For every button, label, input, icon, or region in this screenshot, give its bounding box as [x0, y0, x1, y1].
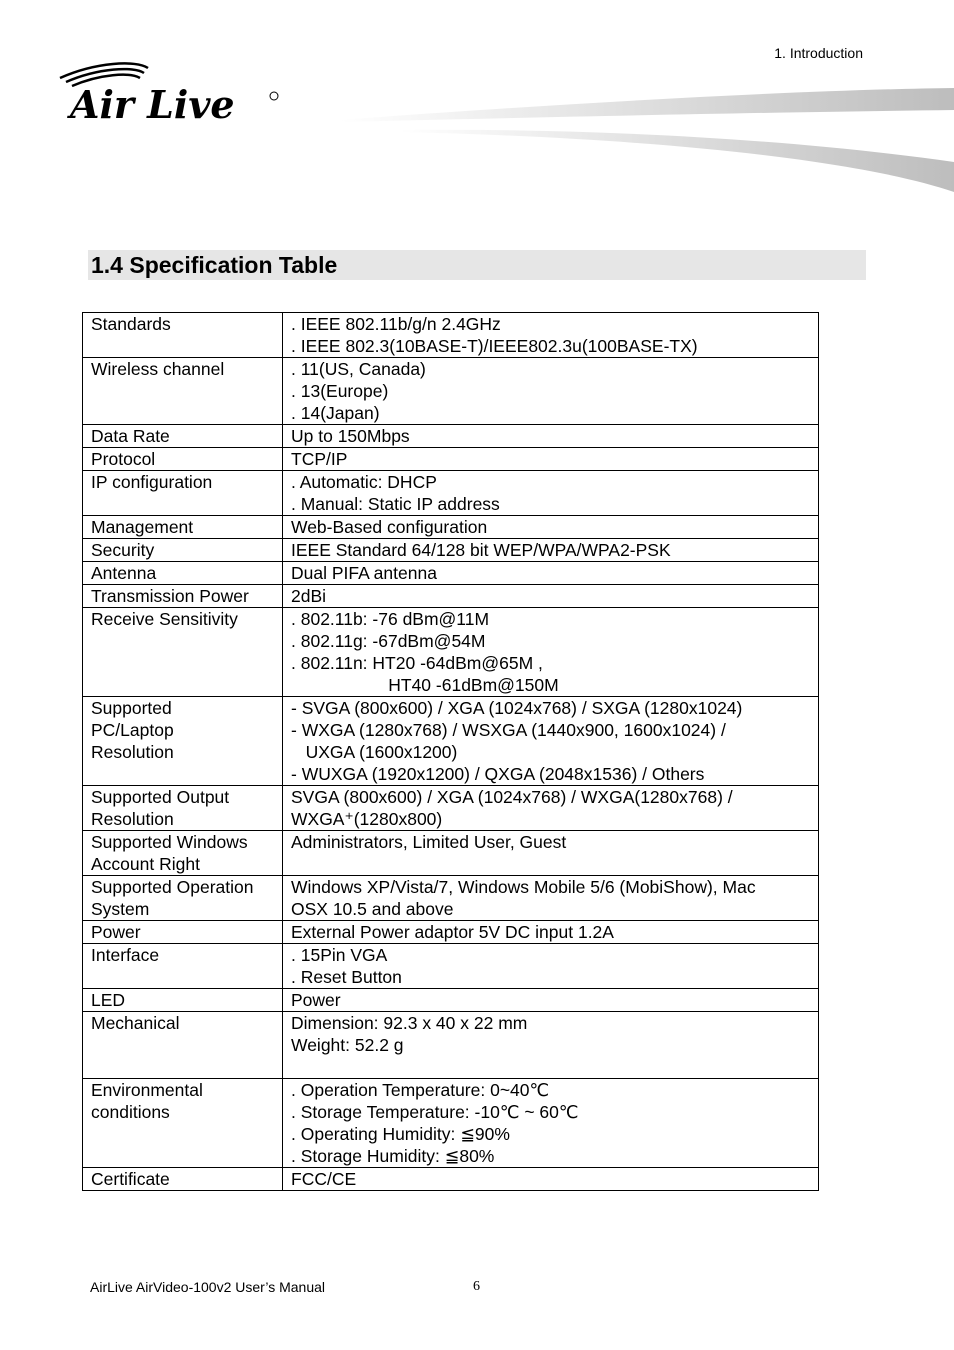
spec-label-cell [83, 608, 283, 697]
spec-value-cell [283, 608, 819, 697]
spec-label: Antenna [91, 563, 157, 583]
spec-label: LED [91, 990, 126, 1010]
spec-value: . 15Pin VGA [291, 945, 388, 965]
spec-value: . Automatic: DHCP [291, 472, 437, 492]
spec-value: HT40 -61dBm@150M [291, 675, 559, 695]
spec-label: conditions [91, 1102, 170, 1122]
spec-row [83, 539, 819, 562]
spec-label: Protocol [91, 449, 156, 469]
spec-value-cell [283, 539, 819, 562]
svg-text:Air Live: Air Live [70, 82, 235, 127]
spec-value [291, 1056, 812, 1078]
spec-row [83, 585, 819, 608]
spec-label: Mechanical [91, 1013, 180, 1033]
spec-value: 2dBi [291, 586, 327, 606]
spec-label-cell [83, 516, 283, 539]
spec-label: Wireless channel [91, 359, 225, 379]
spec-label-cell [83, 831, 283, 876]
spec-row [83, 358, 819, 425]
spec-value-cell [283, 516, 819, 539]
spec-value: . 802.11g: -67dBm@54M [291, 631, 486, 651]
spec-value-cell [283, 1012, 819, 1079]
spec-value: Windows XP/Vista/7, Windows Mobile 5/6 (MobiShow), Mac [291, 877, 756, 897]
spec-value: UXGA (1600x1200) [291, 742, 458, 762]
spec-value-cell [283, 313, 819, 358]
spec-value: . Storage Temperature: -10℃ ~ 60℃ [291, 1102, 579, 1122]
spec-row [83, 448, 819, 471]
footer-manual-title: AirLive AirVideo-100v2 User’s Manual [90, 1279, 326, 1295]
spec-label: Standards [91, 314, 171, 334]
spec-value: WXGA⁺(1280x800) [291, 809, 443, 829]
spec-label: Certificate [91, 1169, 170, 1189]
spec-row [83, 1168, 819, 1191]
chapter-label: 1. Introduction [774, 45, 863, 61]
spec-label: PC/Laptop [91, 720, 174, 740]
spec-label-cell [83, 448, 283, 471]
spec-value: . 802.11n: HT20 -64dBm@65M , [291, 653, 543, 673]
spec-value: . IEEE 802.11b/g/n 2.4GHz [291, 314, 501, 334]
spec-value-cell [283, 944, 819, 989]
spec-value-cell [283, 786, 819, 831]
spec-value: . Operating Humidity: ≦90% [291, 1124, 510, 1144]
spec-label: Data Rate [91, 426, 170, 446]
spec-row [83, 1079, 819, 1168]
spec-row [83, 608, 819, 697]
spec-value-cell [283, 1079, 819, 1168]
spec-value: Up to 150Mbps [291, 426, 410, 446]
spec-value-cell [283, 697, 819, 786]
spec-row [83, 831, 819, 876]
spec-row [83, 471, 819, 516]
spec-value: . IEEE 802.3(10BASE-T)/IEEE802.3u(100BASE-TX) [291, 336, 698, 356]
spec-value-cell [283, 585, 819, 608]
spec-value: Weight: 52.2 g [291, 1035, 404, 1055]
spec-value: - SVGA (800x600) / XGA (1024x768) / SXGA (1280x1024) [291, 698, 743, 718]
spec-label: Resolution [91, 742, 174, 762]
spec-value: Dimension: 92.3 x 40 x 22 mm [291, 1013, 528, 1033]
spec-label-cell [83, 697, 283, 786]
spec-value: . Operation Temperature: 0~40℃ [291, 1080, 550, 1100]
spec-value: . Reset Button [291, 967, 402, 987]
spec-value-cell [283, 831, 819, 876]
spec-label-cell [83, 989, 283, 1012]
spec-value-cell [283, 562, 819, 585]
spec-label: Supported Operation [91, 877, 254, 897]
spec-label-cell [83, 1012, 283, 1079]
spec-row [83, 786, 819, 831]
spec-value: . Storage Humidity: ≦80% [291, 1146, 495, 1166]
spec-value: . 11(US, Canada) [291, 359, 426, 379]
spec-row [83, 425, 819, 448]
section-title: 1.4 Specification Table [88, 250, 866, 280]
spec-label: IP configuration [91, 472, 213, 492]
spec-value-cell [283, 471, 819, 516]
spec-value: FCC/CE [291, 1169, 357, 1189]
spec-value: . 14(Japan) [291, 403, 380, 423]
spec-row [83, 921, 819, 944]
spec-row [83, 876, 819, 921]
spec-value-cell [283, 425, 819, 448]
spec-label-cell [83, 471, 283, 516]
spec-row [83, 313, 819, 358]
spec-value: Administrators, Limited User, Guest [291, 832, 567, 852]
spec-label-cell [83, 876, 283, 921]
footer-page-number: 6 [473, 1279, 480, 1294]
spec-label: Receive Sensitivity [91, 609, 238, 629]
spec-value: - WUXGA (1920x1200) / QXGA (2048x1536) / Others [291, 764, 705, 784]
spec-value: Web-Based configuration [291, 517, 488, 537]
spec-row [83, 989, 819, 1012]
spec-value: SVGA (800x600) / XGA (1024x768) / WXGA(1280x768) / [291, 787, 733, 807]
spec-label: Resolution [91, 809, 174, 829]
spec-label-cell [83, 313, 283, 358]
spec-row [83, 516, 819, 539]
spec-label: Power [91, 922, 141, 942]
spec-label: Management [91, 517, 194, 537]
spec-label-cell [83, 921, 283, 944]
header-swoosh-graphic [340, 80, 954, 200]
spec-row [83, 1012, 819, 1079]
spec-value: External Power adaptor 5V DC input 1.2A [291, 922, 614, 942]
spec-label-cell [83, 1168, 283, 1191]
spec-row [83, 697, 819, 786]
spec-value: IEEE Standard 64/128 bit WEP/WPA/WPA2-PSK [291, 540, 671, 560]
spec-value-cell [283, 448, 819, 471]
spec-value: OSX 10.5 and above [291, 899, 454, 919]
spec-label: Security [91, 540, 155, 560]
spec-value-cell [283, 358, 819, 425]
spec-value: TCP/IP [291, 449, 348, 469]
spec-label-cell [83, 585, 283, 608]
spec-value-cell [283, 989, 819, 1012]
spec-value: . Manual: Static IP address [291, 494, 500, 514]
spec-value: Power [291, 990, 341, 1010]
spec-label-cell [83, 425, 283, 448]
spec-label-cell [83, 786, 283, 831]
spec-label: System [91, 899, 150, 919]
spec-label-cell [83, 562, 283, 585]
spec-row [83, 562, 819, 585]
airlive-logo [56, 60, 286, 130]
spec-value: Dual PIFA antenna [291, 563, 437, 583]
spec-row [83, 944, 819, 989]
spec-label-cell [83, 358, 283, 425]
spec-value: . 13(Europe) [291, 381, 389, 401]
spec-value-cell [283, 921, 819, 944]
spec-label: Supported Output [91, 787, 230, 807]
spec-label: Account Right [91, 854, 200, 874]
spec-label: Transmission Power [91, 586, 249, 606]
spec-label-cell [83, 944, 283, 989]
spec-label-cell [83, 539, 283, 562]
spec-value-cell [283, 1168, 819, 1191]
spec-label-cell [83, 1079, 283, 1168]
spec-value: . 802.11b: -76 dBm@11M [291, 609, 490, 629]
spec-label: Supported [91, 698, 172, 718]
spec-label: Supported Windows [91, 832, 248, 852]
spec-label: Interface [91, 945, 160, 965]
spec-value: - WXGA (1280x768) / WSXGA (1440x900, 1600x1024) / [291, 720, 726, 740]
spec-value-cell [283, 876, 819, 921]
spec-label: Environmental [91, 1080, 203, 1100]
specification-table [82, 312, 819, 1191]
